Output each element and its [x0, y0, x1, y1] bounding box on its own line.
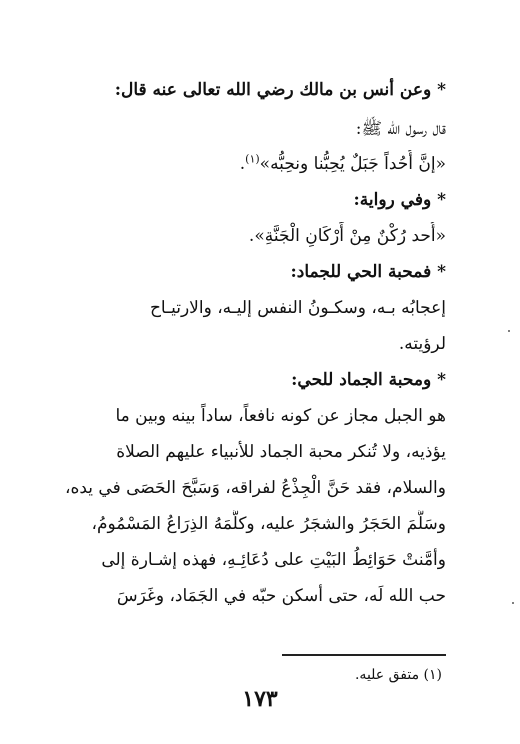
text-line-3 — [240, 150, 446, 178]
footnote-marker: (١) — [245, 152, 260, 166]
text-line-7: إعجابُه بـه، وسكـونُ النفس إليـه، والارتيـاح — [149, 298, 446, 318]
text-line-5: «أُحد رُكْنٌ مِنْ أَرْكَانِ الْجَنَّةِ». — [248, 226, 446, 246]
text-line-4: * وفي رواية: — [353, 190, 446, 210]
scan-speck — [512, 602, 514, 604]
text-line-14: وأمَّنتْ حَوَائِطُ البَيْتِ على دُعَائِـهِ، فهذه إشـارة إلى — [101, 550, 446, 570]
scan-speck — [508, 330, 510, 332]
text-line-10: هو الجبل مجاز عن كونه نافعاً، ساداً بينه وبين ما — [115, 406, 446, 426]
text-line-2: قال رسول الله ﷺ: — [355, 119, 446, 139]
line-end-period: . — [239, 154, 246, 174]
footnote-divider — [282, 654, 446, 656]
text-line-1: * وعن أنس بن مالك رضي الله تعالى عنه قال: — [114, 80, 446, 100]
text-line-15: حب الله لَه، حتى أسكن حبّه في الجَمَاد، وغَرَسَ — [116, 586, 446, 606]
hadith-quote: «إنَّ أُحُداً جَبَلٌ يُحِبُّنا ونحِبُّه» — [259, 154, 446, 174]
text-line-12: والسلام، فقد حَنَّ الْجِذْعُ لفراقه، وَسَبَّحَ الحَصَى في يده، — [64, 478, 446, 498]
page-number: ١٧٣ — [242, 686, 278, 712]
text-line-6: * فمحبة الحي للجماد: — [290, 262, 446, 282]
text-line-11: يؤذيه، ولا تُنكر محبة الجماد للأنبياء عليهم الصلاة — [116, 442, 446, 462]
text-line-13: وسَلَّمَ الحَجَرُ والشجَرُ عليه، وكلَّمَهُ الذِرَاعُ المَسْمُومُ، — [91, 514, 446, 534]
footnote: (١) متفق عليه. — [354, 667, 442, 683]
text-line-8: لرؤيته. — [398, 334, 446, 354]
text-line-9: * ومحبة الجماد للحي: — [291, 370, 446, 390]
